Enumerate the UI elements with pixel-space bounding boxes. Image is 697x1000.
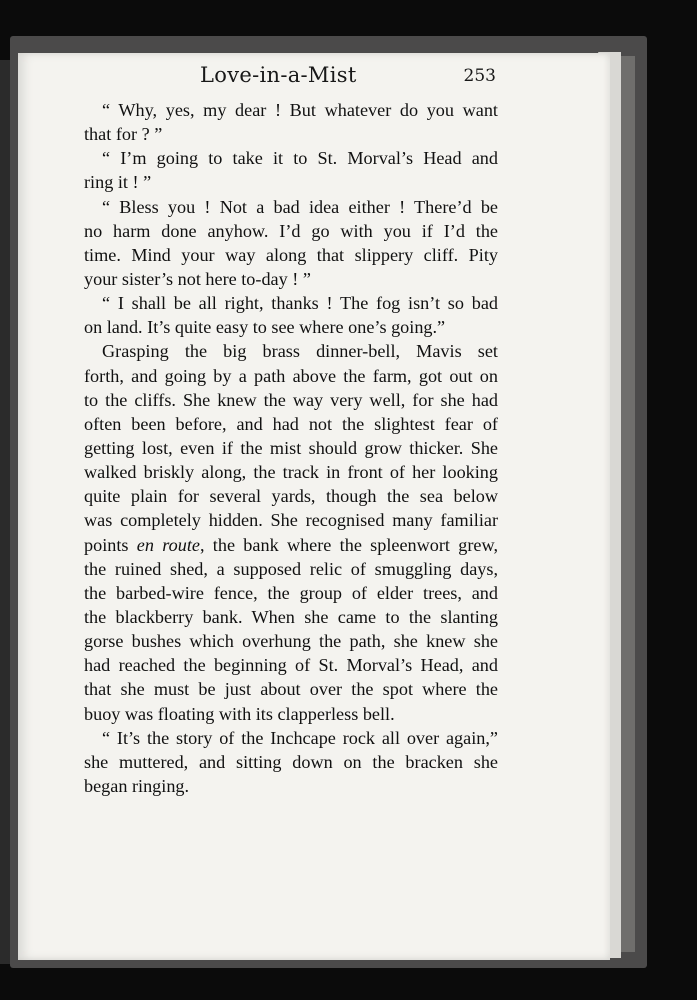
text-line-start: points (84, 534, 137, 555)
body-text (84, 98, 498, 798)
text-line: time. Mind your way along that slippery cliff. Pity (84, 244, 498, 265)
text-line: gorse bushes which overhung the path, she knew she (84, 631, 498, 652)
text-line-with-italic (84, 533, 498, 557)
text-line: quite plain for several yards, though the sea below (84, 486, 498, 507)
text-line: was completely hidden. She recognised many familiar (84, 510, 498, 531)
text-line: getting lost, even if the mist should grow thicker. She (84, 437, 498, 458)
text-line: “ I’m going to take it to St. Morval’s Head and (102, 148, 498, 169)
text-line-end: , the bank where the spleenwort grew, (199, 534, 498, 555)
text-line: “ I shall be all right, thanks ! The fog isn’t so bad (102, 293, 498, 314)
text-line: began ringing. (84, 775, 190, 796)
text-line: that for ? ” (84, 124, 163, 145)
text-line: Grasping the big brass dinner-bell, Mavis set (102, 341, 498, 362)
text-line: had reached the beginning of St. Morval’s Head, and (84, 655, 498, 676)
running-title: Love-in-a-Mist (200, 63, 357, 87)
running-head (84, 60, 504, 92)
text-line: ring it ! ” (84, 172, 152, 193)
text-line: to the cliffs. She knew the way very well, for she had (84, 389, 498, 410)
text-line: on land. It’s quite easy to see where one’s going.” (84, 317, 446, 338)
page-number: 253 (463, 66, 496, 86)
italic-phrase: en route (136, 534, 200, 555)
text-line: your sister’s not here to-day ! ” (84, 268, 311, 289)
text-line: the barbed-wire fence, the group of elder trees, and (84, 582, 498, 603)
text-line: “ Why, yes, my dear ! But whatever do you want (102, 100, 498, 120)
text-line: the ruined shed, a supposed relic of smuggling days, (84, 558, 498, 579)
text-line: she muttered, and sitting down on the bracken she (84, 751, 498, 772)
text-line: often been before, and had not the slightest fear of (84, 413, 498, 434)
text-line: no harm done anyhow. I’d go with you if I’d the (84, 220, 498, 241)
text-line: walked briskly along, the track in front of her looking (84, 462, 498, 483)
text-line: that she must be just about over the spot where the (84, 679, 498, 700)
text-line: buoy was floating with its clapperless bell. (84, 703, 395, 724)
text-line: forth, and going by a path above the farm, got out on (84, 365, 498, 386)
text-line: the blackberry bank. When she came to the slanting (84, 606, 498, 627)
text-line: “ It’s the story of the Inchcape rock all over again,” (102, 727, 498, 748)
text-line: “ Bless you ! Not a bad idea either ! There’d be (102, 196, 498, 217)
